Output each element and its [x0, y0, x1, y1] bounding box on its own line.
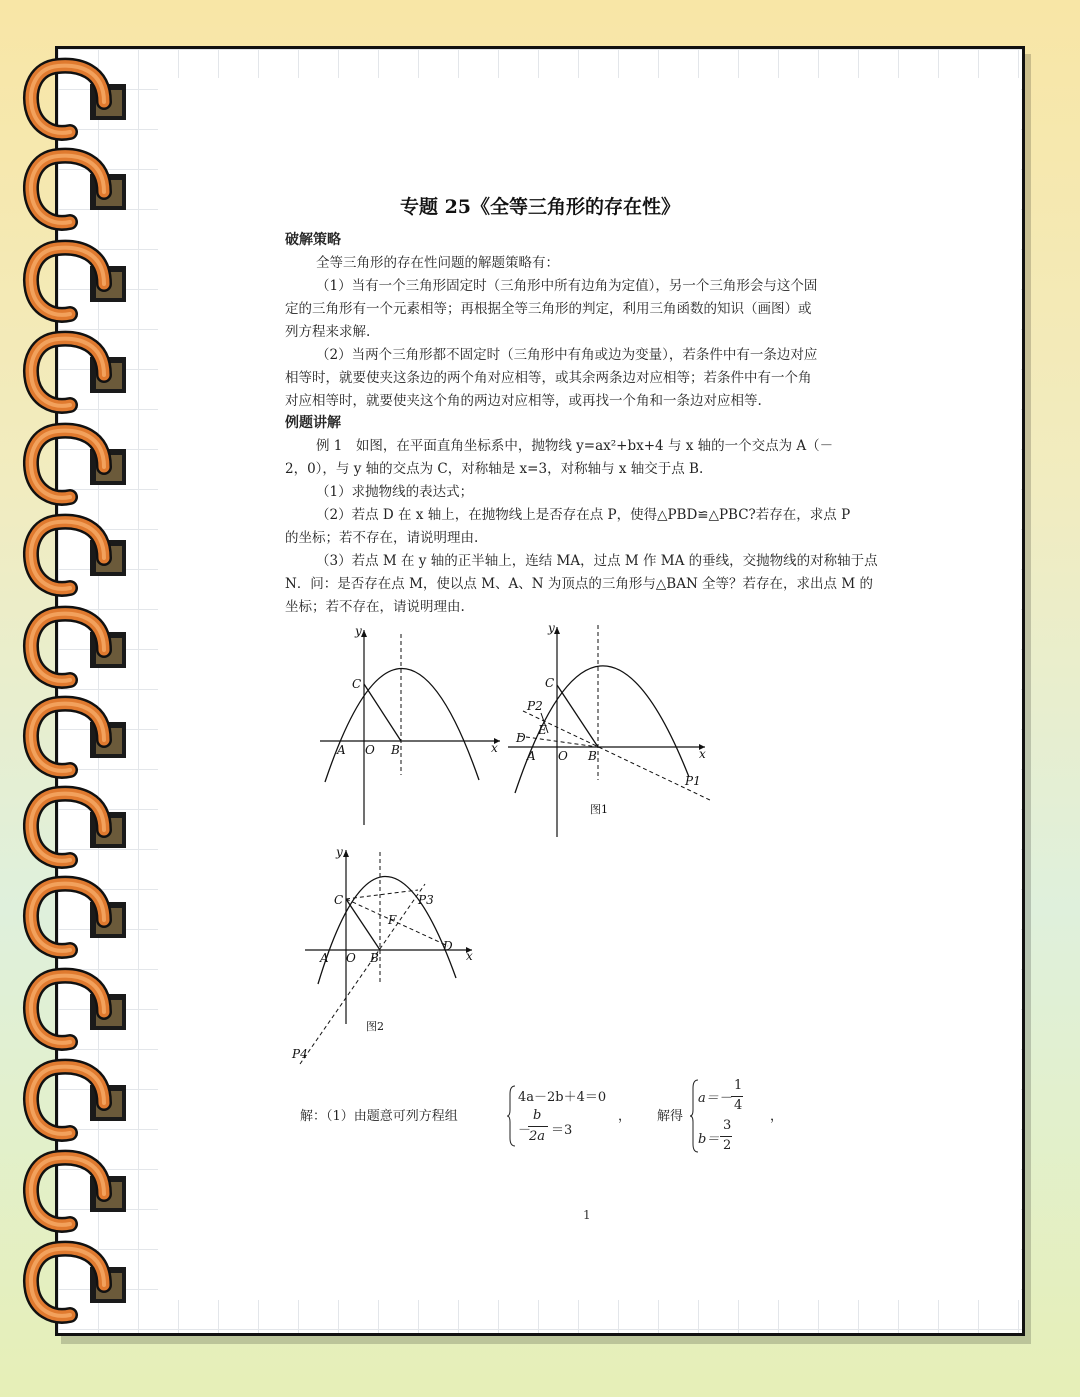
system-eq1: 4a－2b＋4＝0 [518, 1090, 607, 1105]
spiral-ring [31, 522, 126, 589]
y-axis-arrow [361, 630, 367, 637]
comma-2: ， [770, 1109, 784, 1124]
y-axis-arrow [343, 850, 349, 857]
left-brace-1 [507, 1084, 517, 1148]
example-line: 2，0），与 y 轴的交点为 C，对称轴是 x=3，对称轴与 x 轴交于点 B. [285, 461, 704, 477]
figure-main [315, 620, 505, 830]
label-y: y [355, 624, 362, 638]
spiral-ring [31, 976, 126, 1043]
label-a: A [320, 951, 329, 965]
dashed-line-p1 [523, 711, 712, 801]
spiral-ring [31, 431, 126, 498]
spiral-ring [31, 1158, 126, 1225]
spiral-ring [31, 614, 126, 681]
label-c: C [545, 676, 555, 690]
label-o: O [558, 749, 568, 763]
section-heading-strategy: 破解策略 [285, 232, 341, 248]
strategy2-line: （2）当两个三角形都不固定时（三角形中有角或边为变量），若条件中有一条边对应 [316, 347, 818, 363]
fraction-bar [720, 1136, 732, 1137]
label-y: y [548, 621, 555, 635]
system-eq2-numerator: b [533, 1108, 542, 1123]
system-eq2-minus: － [518, 1123, 532, 1138]
solve-label: 解得 [657, 1109, 684, 1124]
example-line: （2）若点 D 在 x 轴上，在抛物线上是否存在点 P，使得△PBD≌△PBC?若存在，求点 P [316, 507, 851, 523]
strategy1-line: （1）当有一个三角形固定时（三角形中所有边角为定值），另一个三角形会与这个固 [316, 278, 818, 294]
example-line: 的坐标；若不存在，请说明理由. [285, 530, 479, 546]
solution-a-denominator: 4 [734, 1098, 743, 1113]
fraction-bar [731, 1096, 743, 1097]
label-e: E [538, 723, 547, 737]
label-c: C [352, 677, 362, 691]
y-axis-arrow [554, 627, 560, 634]
figure-2 [290, 842, 485, 1067]
example-line: （3）若点 M 在 y 轴的正半轴上，连结 MA，过点 M 作 MA 的垂线，交抛物线的对称轴于点 [316, 553, 878, 569]
spiral-ring [31, 884, 126, 951]
label-b: B [370, 951, 379, 965]
caption-figure-2: 图2 [366, 1020, 384, 1033]
strategy1-line: 列方程来求解. [285, 324, 371, 340]
parabola [325, 668, 479, 782]
label-o: O [346, 951, 356, 965]
solution-a-lhs: a＝－ [698, 1091, 732, 1106]
strategy2-line: 对应相等时，就要使夹这个角的两边对应相等，或再找一个角和一条边对应相等. [285, 393, 762, 409]
example-line: N．问：是否存在点 M，使以点 M、A、N 为顶点的三角形与△BAN 全等？若存在，求出点 M 的 [285, 576, 873, 592]
page-number: 1 [583, 1208, 591, 1222]
strategy2-line: 相等时，就要使夹这条边的两个角对应相等，或其余两条边对应相等；若条件中有一个角 [285, 370, 812, 386]
spiral-ring [31, 1067, 126, 1134]
figure-1 [505, 615, 725, 840]
system-eq2-denominator: 2a [529, 1129, 546, 1144]
solution-b-denominator: 2 [723, 1138, 732, 1153]
label-p3: P3 [418, 893, 434, 907]
label-o: O [365, 743, 375, 757]
comma-1: ， [618, 1109, 632, 1124]
solution-b-lhs: b＝ [698, 1132, 720, 1147]
label-a: A [527, 749, 536, 763]
segment-cb [364, 684, 401, 741]
label-y: y [336, 845, 343, 859]
system-eq2-rest: ＝3 [551, 1123, 573, 1138]
solution-b-numerator: 3 [723, 1118, 732, 1133]
strategy1-line: 定的三角形有一个元素相等；再根据全等三角形的判定，利用三角函数的知识（画图）或 [285, 301, 812, 317]
solution-a-numerator: 1 [734, 1078, 743, 1093]
example-line: 例 1 如图，在平面直角坐标系中，抛物线 y=ax²+bx+4 与 x 轴的一个交点为 A（－ [316, 438, 834, 454]
caption-figure-1: 图1 [590, 803, 608, 816]
example-line: （1）求抛物线的表达式； [316, 484, 474, 500]
spiral-ring [31, 794, 126, 861]
document-title: 专题 25《全等三角形的存在性》 [399, 196, 681, 218]
label-p4: P4 [292, 1047, 308, 1061]
label-c: C [334, 893, 344, 907]
segment-cb [346, 899, 380, 950]
label-d: D [443, 939, 453, 953]
label-x: x [699, 747, 706, 761]
label-d: D [516, 731, 526, 745]
example-line: 坐标；若不存在，请说明理由. [285, 599, 465, 615]
solution-prefix: 解：（1）由题意可列方程组 [300, 1109, 458, 1124]
label-f: F [388, 913, 397, 927]
label-p1: P1 [685, 774, 701, 788]
spiral-ring [31, 248, 126, 315]
label-x: x [466, 949, 473, 963]
label-x: x [491, 741, 498, 755]
intro-line: 全等三角形的存在性问题的解题策略有： [316, 255, 559, 271]
dashed-line-p4p3 [300, 884, 425, 1064]
spiral-ring [31, 1249, 126, 1316]
label-a: A [337, 743, 346, 757]
spiral-ring [31, 66, 126, 133]
spiral-ring [31, 704, 126, 771]
label-p2: P2 [527, 699, 543, 713]
fraction-bar [528, 1126, 548, 1127]
label-b: B [588, 749, 597, 763]
section-heading-examples: 例题讲解 [285, 415, 341, 431]
spiral-ring [31, 339, 126, 406]
segment-cb [557, 685, 598, 747]
label-b: B [391, 743, 400, 757]
